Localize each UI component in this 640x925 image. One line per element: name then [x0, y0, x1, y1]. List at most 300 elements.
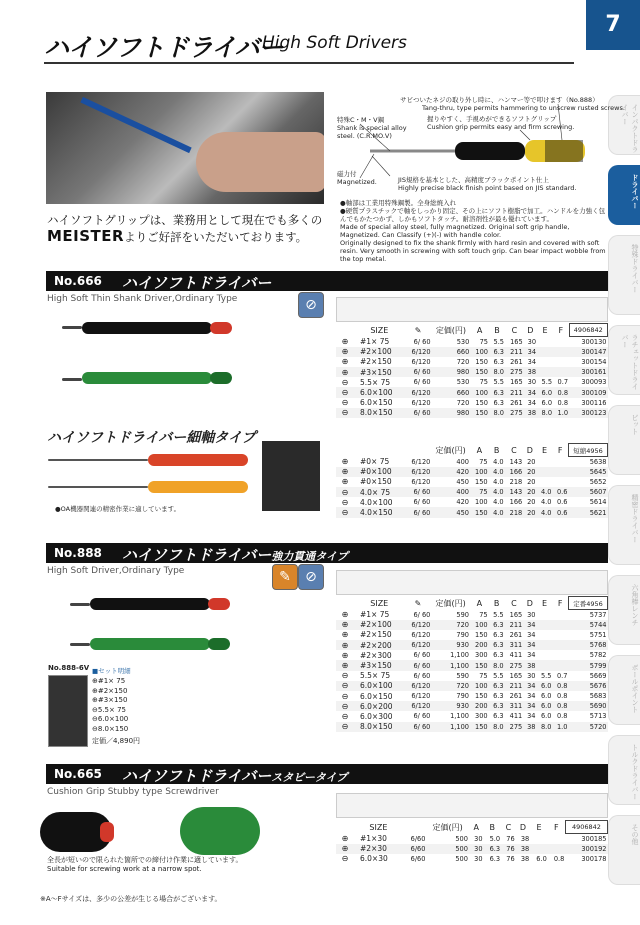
table-cell: 5676	[568, 681, 607, 691]
table-cell: 218	[509, 477, 523, 486]
table-cell: 200	[470, 640, 489, 650]
table-cell: 6.3	[493, 692, 504, 701]
driver-handle-black	[82, 322, 212, 334]
table-cell: 930	[431, 701, 470, 711]
table-cell: 34	[523, 620, 536, 630]
table-cell: 30	[527, 610, 536, 619]
table-cell	[537, 640, 553, 650]
table-cell: 6.0	[537, 701, 553, 711]
column-header: C	[511, 325, 518, 335]
tip-type-icon: ⊖	[341, 497, 349, 507]
table-cell: 6.3	[493, 630, 504, 639]
column-header: E	[541, 598, 548, 608]
table-row	[336, 477, 608, 487]
table-cell: 300116	[581, 398, 607, 407]
table-cell: #2×200	[354, 640, 405, 650]
table-cell: 20	[523, 507, 536, 517]
sidebar-tab[interactable]: 六角棒レンチ	[608, 575, 640, 645]
set-item: ⊖6.0×100	[92, 715, 129, 723]
column-header: E	[541, 445, 548, 455]
table-cell: 530	[456, 378, 470, 387]
table-cell: 34	[527, 651, 536, 660]
table-cell	[552, 640, 568, 650]
column-header: A	[473, 822, 479, 832]
table-cell: 211	[505, 347, 524, 357]
table-cell: #3×150	[354, 367, 405, 377]
tip-type-icon: ⊖	[336, 722, 354, 732]
table-cell: 166	[509, 498, 523, 507]
table-cell: 980	[432, 408, 471, 418]
table-cell: 150	[475, 630, 488, 639]
table-cell: 100	[470, 681, 489, 691]
table-cell	[537, 660, 553, 670]
tip-type-icon: ⊕	[336, 467, 354, 477]
column-header	[336, 324, 354, 337]
table-cell: 143	[509, 457, 523, 466]
table-cell: 0.8	[552, 701, 568, 711]
table-cell: 76	[501, 844, 516, 854]
column-header: 短縮4956	[568, 444, 607, 457]
table-cell: 6.3	[489, 620, 505, 630]
section-title-type: 強力貫通タイプ	[271, 550, 348, 563]
sidebar-tab[interactable]: ドライバー	[608, 165, 640, 225]
table-cell: 1.0	[552, 722, 568, 732]
table-cell: 0.6	[556, 498, 568, 507]
section-header-666	[46, 271, 608, 291]
table-cell: 211	[505, 387, 524, 397]
table-cell: 4.0	[537, 507, 553, 517]
section-title	[122, 544, 348, 565]
table-cell: 20	[523, 467, 536, 477]
table-cell	[537, 477, 553, 487]
page-number: 7	[586, 0, 640, 50]
table-cell: 5.5	[493, 337, 505, 346]
table-cell	[530, 834, 548, 844]
sidebar-tab[interactable]: ボールポイント	[608, 655, 640, 725]
table-cell: 34	[523, 701, 536, 711]
driver-cap-green	[208, 638, 230, 650]
table-cell: 6.3	[489, 701, 505, 711]
table-cell: 4.0	[493, 498, 504, 507]
table-row	[336, 347, 608, 357]
column-header	[405, 444, 432, 457]
table-cell: 6/60	[410, 834, 426, 843]
table-cell: 6/ 60	[413, 610, 431, 619]
table-cell: 400	[456, 457, 469, 466]
table-cell: 6/120	[411, 630, 431, 639]
table-cell: 38	[523, 660, 536, 670]
section-title-main: ハイソフトドライバー	[122, 546, 272, 564]
table-cell: 6/ 60	[413, 671, 431, 680]
table-cell: 0.8	[556, 712, 568, 721]
thin-note: ●OA機器関連の精密作業に適しています。	[55, 505, 181, 513]
callout-shank-jp: 特殊C・M・V鋼	[337, 116, 385, 124]
table-cell: 5690	[568, 701, 607, 711]
table-cell: 38	[520, 854, 530, 863]
table-cell: 8.0×150	[354, 408, 405, 418]
table-cell: 6/60	[410, 854, 426, 863]
driver-handle-green	[90, 638, 210, 650]
table-cell: 4.0	[489, 487, 505, 497]
table-cell: 150	[470, 367, 489, 377]
column-header: B	[494, 325, 500, 335]
tip-type-icon: ⊕	[336, 367, 354, 377]
brand-name: MEISTER	[47, 227, 125, 245]
table-row	[336, 507, 608, 517]
table-cell: 4.0	[540, 498, 552, 507]
column-header: 定番4956	[568, 597, 607, 610]
table-cell: 211	[505, 681, 524, 691]
table-cell: #2×300	[360, 650, 392, 660]
table-cell: 38	[520, 834, 530, 843]
tip-type-icon: ⊖	[341, 377, 349, 387]
table-cell: 6/ 60	[413, 498, 431, 507]
magnet-symbol-icon: ⊘	[298, 564, 324, 590]
table-cell: 275	[505, 408, 524, 418]
table-cell: 5669	[589, 671, 607, 680]
hero-photo	[46, 92, 324, 204]
table-cell: 34	[524, 387, 537, 397]
column-header: D	[527, 325, 534, 335]
table-cell: #1× 75	[360, 610, 390, 620]
driver-cap-red	[210, 322, 232, 334]
tip-type-icon: ⊕	[341, 630, 349, 640]
column-header: A	[476, 325, 483, 335]
table-cell: 6/120	[411, 477, 431, 486]
table-row	[336, 701, 608, 711]
table-cell: 6/120	[411, 357, 431, 366]
table-cell: #2×100	[354, 620, 405, 630]
table-cell: 150	[470, 507, 489, 517]
table-cell	[553, 337, 569, 347]
table-cell: 5.5× 75	[360, 377, 391, 387]
table-cell	[537, 347, 553, 357]
table-cell: 720	[431, 681, 470, 691]
tip-type-icon: ⊕	[336, 844, 354, 854]
table-cell: 6/120	[405, 640, 432, 650]
table-cell: #0× 75	[360, 457, 390, 467]
table-cell: 5768	[568, 640, 607, 650]
set-item: ⊖5.5× 75	[92, 705, 126, 714]
intro-line-2: よりご好評をいただいております。	[124, 230, 308, 244]
table-row	[336, 671, 608, 681]
table-cell: 6/ 60	[405, 367, 432, 377]
table-cell: 8.0	[537, 408, 553, 418]
table-row	[336, 497, 608, 507]
table-cell: 6.0×300	[360, 711, 393, 721]
column-header: SIZE	[370, 598, 389, 608]
table-cell	[552, 650, 568, 660]
table-row	[336, 457, 608, 467]
table-cell: 38	[516, 844, 531, 854]
table-cell: 0.8	[553, 854, 565, 863]
table-row	[336, 398, 608, 408]
table-cell: 0.8	[556, 692, 568, 701]
table-cell: 5720	[568, 722, 607, 732]
table-cell: 150	[475, 477, 488, 486]
table-cell: 150	[470, 660, 489, 670]
tip-type-icon: ⊕	[341, 357, 349, 367]
table-cell	[552, 467, 568, 477]
table-cell: 4.0	[493, 477, 504, 486]
table-cell	[552, 610, 568, 620]
column-header: 定価(円)	[435, 598, 466, 608]
table-cell: 34	[527, 357, 537, 366]
table-cell: 0.8	[553, 387, 569, 397]
table-cell: 150	[475, 692, 488, 701]
table-cell: 100	[470, 347, 489, 357]
column-header	[336, 821, 354, 834]
table-cell: 0.7	[556, 671, 568, 680]
table-cell: 590	[456, 671, 469, 680]
column-header: D	[526, 445, 533, 455]
table-cell: 420	[431, 467, 470, 477]
table-cell: 30	[527, 378, 537, 387]
table-cell: 8.0×150	[354, 722, 405, 732]
table-cell: 4.0	[489, 507, 505, 517]
table-cell: 6/ 60	[405, 408, 432, 418]
table-row	[336, 660, 608, 670]
table-cell: 38	[524, 367, 537, 377]
table-cell	[537, 620, 553, 630]
table-cell: 76	[506, 854, 515, 863]
table-cell: #2×150	[360, 357, 392, 367]
driver-handle-green	[82, 372, 212, 384]
footnote: ※A～Fサイズは、多少の公差が生じる場合がございます。	[40, 895, 222, 903]
section-number: No.888	[54, 546, 102, 560]
table-cell: 20	[527, 457, 536, 466]
table-row	[336, 620, 608, 630]
callout-top-en: Tang-thru, type permits hammering to unscrew rusted screws.	[422, 104, 625, 112]
section-subtitle: Cushion Grip Stubby type Screwdriver	[47, 787, 219, 797]
table-cell: 6.0	[540, 712, 552, 721]
tip-type-icon: ⊕	[341, 337, 349, 347]
table-row	[336, 357, 608, 367]
table-cell: 6.0×200	[354, 701, 405, 711]
table-cell: 150	[475, 357, 488, 366]
table-cell: 6.3	[493, 651, 504, 660]
sidebar-tab[interactable]: ラチェットドライバー	[608, 325, 640, 395]
set-title: ■セット明細	[92, 667, 131, 675]
tip-type-icon: ⊕	[341, 834, 349, 844]
column-header: ✎	[414, 325, 422, 335]
table-cell: 200	[470, 701, 489, 711]
sidebar-tab[interactable]: インパクトドライバー	[608, 95, 640, 155]
table-cell: #0×100	[354, 467, 405, 477]
tip-type-icon: ⊖	[341, 691, 349, 701]
table-cell: 5751	[589, 630, 607, 639]
table-row	[336, 377, 608, 387]
table-cell	[553, 357, 569, 367]
table-cell: 6/ 60	[405, 660, 432, 670]
table-cell: 6.0×100	[354, 387, 405, 397]
table-cell: 165	[510, 378, 523, 387]
driver-shaft	[62, 326, 82, 329]
table-cell: 6.3	[493, 398, 505, 407]
set-number: No.888-6V	[48, 664, 90, 672]
table-cell: #3×150	[354, 660, 405, 670]
table-cell: 34	[527, 712, 536, 721]
table-cell: 100	[475, 498, 488, 507]
column-header: 4906842	[565, 821, 607, 834]
table-cell: 261	[509, 692, 523, 701]
table-cell: 1,100	[450, 651, 469, 660]
table-cell: 20	[527, 498, 536, 507]
table-cell: 5.5	[493, 378, 505, 387]
table-cell: #1× 75	[360, 337, 390, 347]
tip-type-icon: ⊕	[336, 620, 354, 630]
table-cell: 5683	[589, 692, 607, 701]
table-cell: 5737	[589, 610, 607, 619]
tip-type-icon: ⊕	[341, 650, 349, 660]
table-cell	[537, 467, 553, 477]
table-cell: 790	[456, 630, 469, 639]
table-cell: 6/120	[405, 701, 432, 711]
table-cell: 411	[509, 712, 523, 721]
table-cell: 6.0	[537, 681, 553, 691]
column-header: D	[519, 822, 527, 832]
table-cell: #1×30	[360, 834, 387, 844]
table-cell	[552, 660, 568, 670]
table-row	[336, 387, 608, 397]
table-cell: 6/ 60	[413, 337, 431, 346]
table-cell: 75	[479, 610, 488, 619]
table-cell: 34	[524, 347, 537, 357]
set-list	[92, 677, 172, 734]
dimension-drawing	[336, 570, 608, 595]
table-cell: 300185	[581, 834, 607, 843]
table-cell: 150	[475, 398, 488, 407]
tip-type-icon: ⊕	[341, 477, 349, 487]
magnet-symbol-icon: ⊘	[298, 292, 324, 318]
table-cell: 6/ 60	[405, 722, 432, 732]
table-cell: 5.5× 75	[360, 671, 391, 681]
table-cell: 6.3	[493, 357, 505, 366]
table-cell: 261	[510, 357, 523, 366]
table-row	[336, 640, 608, 650]
table-cell: 20	[527, 477, 536, 486]
table-cell: 530	[456, 337, 470, 346]
table-cell: 75	[479, 378, 488, 387]
sidebar-tab[interactable]: トルクドライバー	[608, 735, 640, 805]
stubby-note-en: Suitable for screwing work at a narrow spot.	[47, 865, 202, 873]
column-header	[336, 597, 354, 610]
table-cell: 5645	[568, 467, 607, 477]
table-cell: 75	[479, 337, 488, 346]
callout-tip-jp: JIS規格を基本とした、高精度ブラックポイント仕上	[398, 176, 549, 184]
callout-top-jp: サビついたネジの取り外し時に、ハンマー等で叩けます（No.888）	[400, 96, 599, 104]
callout-grip-jp: 握りやすく、手視めができるソフトグリップ	[427, 115, 557, 123]
section-title: ハイソフトドライバー	[122, 274, 272, 292]
table-cell: 8.0	[489, 367, 505, 377]
table-cell: 143	[505, 487, 524, 497]
table-cell: 30	[527, 671, 536, 680]
table-cell: 300147	[569, 347, 607, 357]
table-cell: 5.5	[540, 671, 552, 680]
sidebar-tab[interactable]: 精密ドライバー	[608, 485, 640, 565]
table-cell: 6.3	[484, 844, 502, 854]
table-cell: 6/120	[405, 620, 432, 630]
table-cell: 30	[474, 854, 483, 863]
table-cell: 261	[510, 398, 523, 407]
table-cell: 8.0	[537, 722, 553, 732]
sidebar-tab[interactable]: その他	[608, 815, 640, 885]
table-cell: 300192	[565, 844, 607, 854]
table-cell: 5638	[589, 457, 607, 466]
table-cell: 720	[431, 620, 470, 630]
table-cell: 6.0×30	[360, 854, 388, 864]
set-item: ⊕#1× 75	[92, 677, 126, 685]
column-header: F	[554, 822, 559, 832]
set-price: 定価／4,890円	[92, 737, 141, 745]
table-cell: 8.0	[489, 660, 505, 670]
table-cell: 300178	[581, 854, 607, 863]
section-header-665	[46, 764, 608, 784]
spec-table-888	[336, 596, 608, 732]
tip-type-icon: ⊖	[336, 681, 354, 691]
table-cell: 218	[505, 507, 524, 517]
tip-type-icon: ⊖	[336, 701, 354, 711]
table-cell: 5652	[589, 477, 607, 486]
table-cell	[548, 834, 566, 844]
table-row	[336, 844, 608, 854]
table-cell: 0.8	[552, 681, 568, 691]
tip-type-icon: ⊕	[336, 347, 354, 357]
table-cell	[537, 357, 553, 367]
table-cell: 166	[505, 467, 524, 477]
table-cell	[537, 367, 553, 377]
table-cell: #2×150	[360, 630, 392, 640]
table-cell: 4.0	[493, 457, 504, 466]
table-cell: 1,100	[431, 660, 470, 670]
section-header-888	[46, 543, 608, 563]
table-cell	[552, 630, 568, 640]
table-cell: 0.8	[557, 398, 569, 407]
table-cell	[552, 620, 568, 630]
table-cell: 165	[510, 337, 523, 346]
sidebar-tab[interactable]: 特殊ドライバー	[608, 235, 640, 315]
table-cell: 450	[456, 477, 469, 486]
table-cell: 4.0	[489, 467, 505, 477]
table-cell: 6/120	[411, 692, 431, 701]
column-header: F	[557, 445, 563, 455]
table-cell: 5782	[589, 651, 607, 660]
table-cell: 5614	[589, 498, 607, 507]
feature-note: Made of special alloy steel, fully magnetized. Original soft grip handle, Magnetized. Can Classify (+)(-) with handle color.	[340, 223, 570, 239]
column-header: C	[511, 445, 517, 455]
table-cell: 420	[456, 498, 469, 507]
stubby-green	[180, 807, 260, 855]
table-cell: 6.3	[489, 681, 505, 691]
table-cell: 275	[505, 660, 524, 670]
hammer-symbol-icon: ✎	[272, 564, 298, 590]
table-cell: 38	[523, 722, 536, 732]
table-cell	[552, 477, 568, 487]
stubby-note-jp: 全長が短いので限られた箇所での締付け作業に適しています。	[47, 856, 243, 864]
column-header: 定価(円)	[435, 445, 466, 455]
table-row	[336, 337, 608, 347]
page-title: ハイソフトドライバー	[44, 33, 283, 62]
table-cell: 6/120	[405, 347, 432, 357]
sidebar-tab[interactable]: ビット	[608, 405, 640, 475]
table-cell: 34	[527, 692, 536, 701]
tip-type-icon: ⊕	[341, 457, 349, 467]
table-cell: 6/ 60	[413, 712, 431, 721]
table-row	[336, 487, 608, 497]
table-cell: 6/ 60	[413, 651, 431, 660]
table-cell: 300123	[569, 408, 607, 418]
section-title-main: ハイソフトドライバー	[122, 767, 272, 785]
